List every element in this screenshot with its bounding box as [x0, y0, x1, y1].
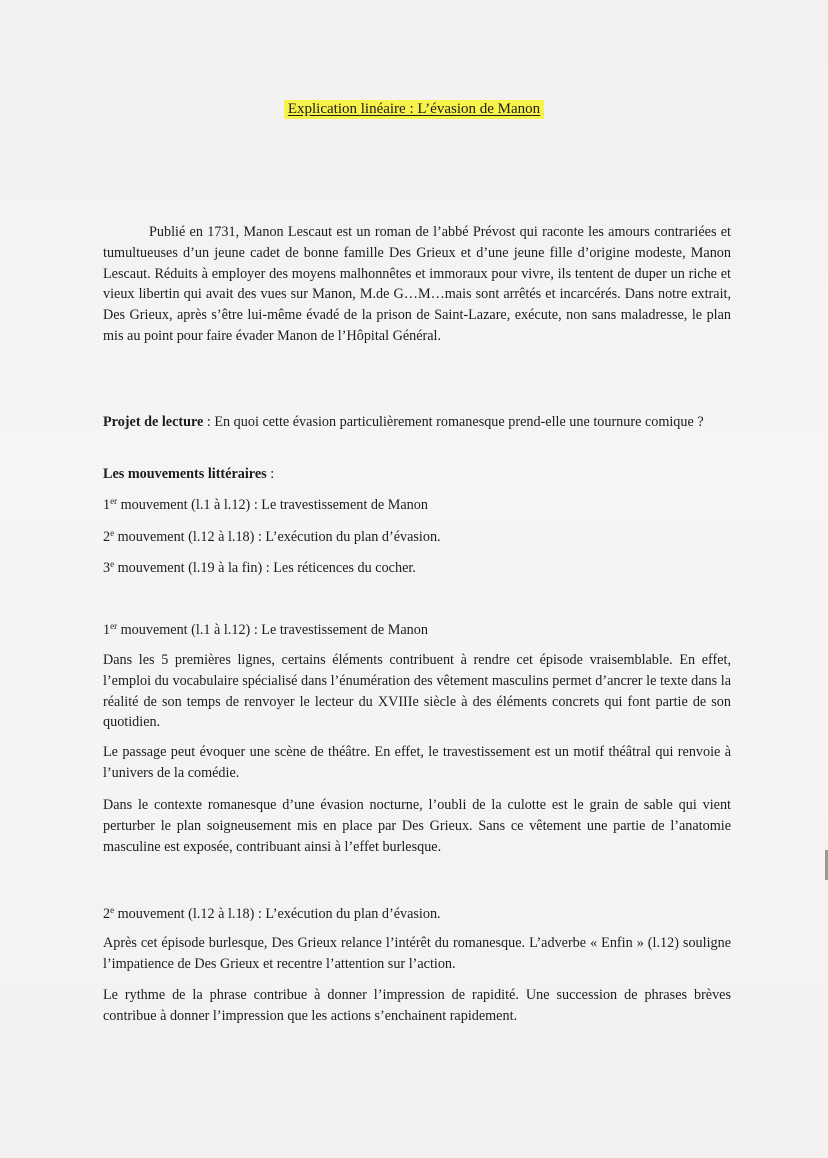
mouvement-num: 1	[103, 497, 111, 513]
section2-paragraph-2: Le rythme de la phrase contribue à donner l’impression de rapidité. Une succession de phrases brèves contribue à donner l’impression que les actions s’enchainent rapidement.	[103, 987, 731, 1024]
section1-paragraph-2: Le passage peut évoquer une scène de théâtre. En effet, le travestissement est un motif théâtral qui renvoie à l’univers de la comédie.	[103, 744, 731, 781]
section1-paragraph-1: Dans les 5 premières lignes, certains éléments contribuent à rendre cet épisode vraisemblable. En effet, l’emploi du vocabulaire spécialisé dans l’énumération des vêtement masculins permet d’ancrer le texte dans la réalité de son temps de renvoyer le lecteur du XVIIIe siècle à des éléments concrets qui font partie de son quotidien.	[103, 652, 731, 731]
mouvement-num: 2	[103, 529, 111, 545]
mouvement-text: mouvement (l.1 à l.12) : Le travestissement de Manon	[117, 497, 428, 513]
mouvement-text: mouvement (l.12 à l.18) : L’exécution du plan d’évasion.	[114, 529, 441, 545]
section1-heading	[103, 620, 731, 641]
title-container	[0, 100, 828, 119]
mouvement-sup: e	[110, 528, 115, 538]
intro-paragraph: Publié en 1731, Manon Lescaut est un roman de l’abbé Prévost qui raconte les amours contrariées et tumultueuses d’un jeune cadet de bonne famille Des Grieux et d’une jeune fille d’origine modeste, Manon Lescaut. Réduits à employer des moyens malhonnêtes et immoraux pour vivre, ils tentent de duper un riche et vieux libertin qui avait des vues sur Manon, M.de G…M…mais sont arrêtés et incarcérés. Dans notre extrait, Des Grieux, après s’être lui-même évadé de la prison de Saint-Lazare, exécute, non sans maladresse, le plan mis au point pour faire évader Manon de l’Hôpital Général.	[103, 224, 731, 344]
section1-paragraph-3: Dans le contexte romanesque d’une évasion nocturne, l’oubli de la culotte est le grain de sable qui vient perturber le plan soigneusement mis en place par Des Grieux. Sans ce vêtement une partie de l’anatomie masculine est exposée, contribuant ainsi à l’effet burlesque.	[103, 797, 731, 855]
mouvement-num: 3	[103, 560, 111, 576]
mouvement-item	[103, 495, 731, 516]
section2-paragraph-1: Après cet épisode burlesque, Des Grieux relance l’intérêt du romanesque. L’adverbe « Enfin » (l.12) souligne l’impatience de Des Grieux et recentre l’attention sur l’action.	[103, 935, 731, 972]
section2-heading	[103, 904, 731, 925]
mouvement-item	[103, 558, 731, 579]
mouvement-sup: er	[110, 496, 118, 506]
section1-num: 1	[103, 622, 111, 638]
mouvement-text: mouvement (l.19 à la fin) : Les réticences du cocher.	[114, 560, 416, 576]
mouvements-suffix: :	[266, 466, 275, 482]
mouvements-label: Les mouvements littéraires	[103, 466, 267, 482]
section2-num: 2	[103, 906, 111, 922]
projet-text: : En quoi cette évasion particulièrement romanesque prend-elle une tournure comique ?	[203, 414, 704, 430]
section2-heading-text: mouvement (l.12 à l.18) : L’exécution du plan d’évasion.	[114, 906, 441, 922]
mouvement-sup: e	[110, 559, 115, 569]
section1-sup: er	[110, 621, 118, 631]
projet-label: Projet de lecture	[103, 414, 204, 430]
mouvements-heading	[103, 464, 731, 485]
section2-sup: e	[110, 905, 115, 915]
document-title: Explication linéaire : L’évasion de Manon	[284, 100, 544, 119]
section1-heading-text: mouvement (l.1 à l.12) : Le travestissement de Manon	[117, 622, 428, 638]
projet-de-lecture	[103, 412, 731, 433]
mouvement-item	[103, 527, 731, 548]
